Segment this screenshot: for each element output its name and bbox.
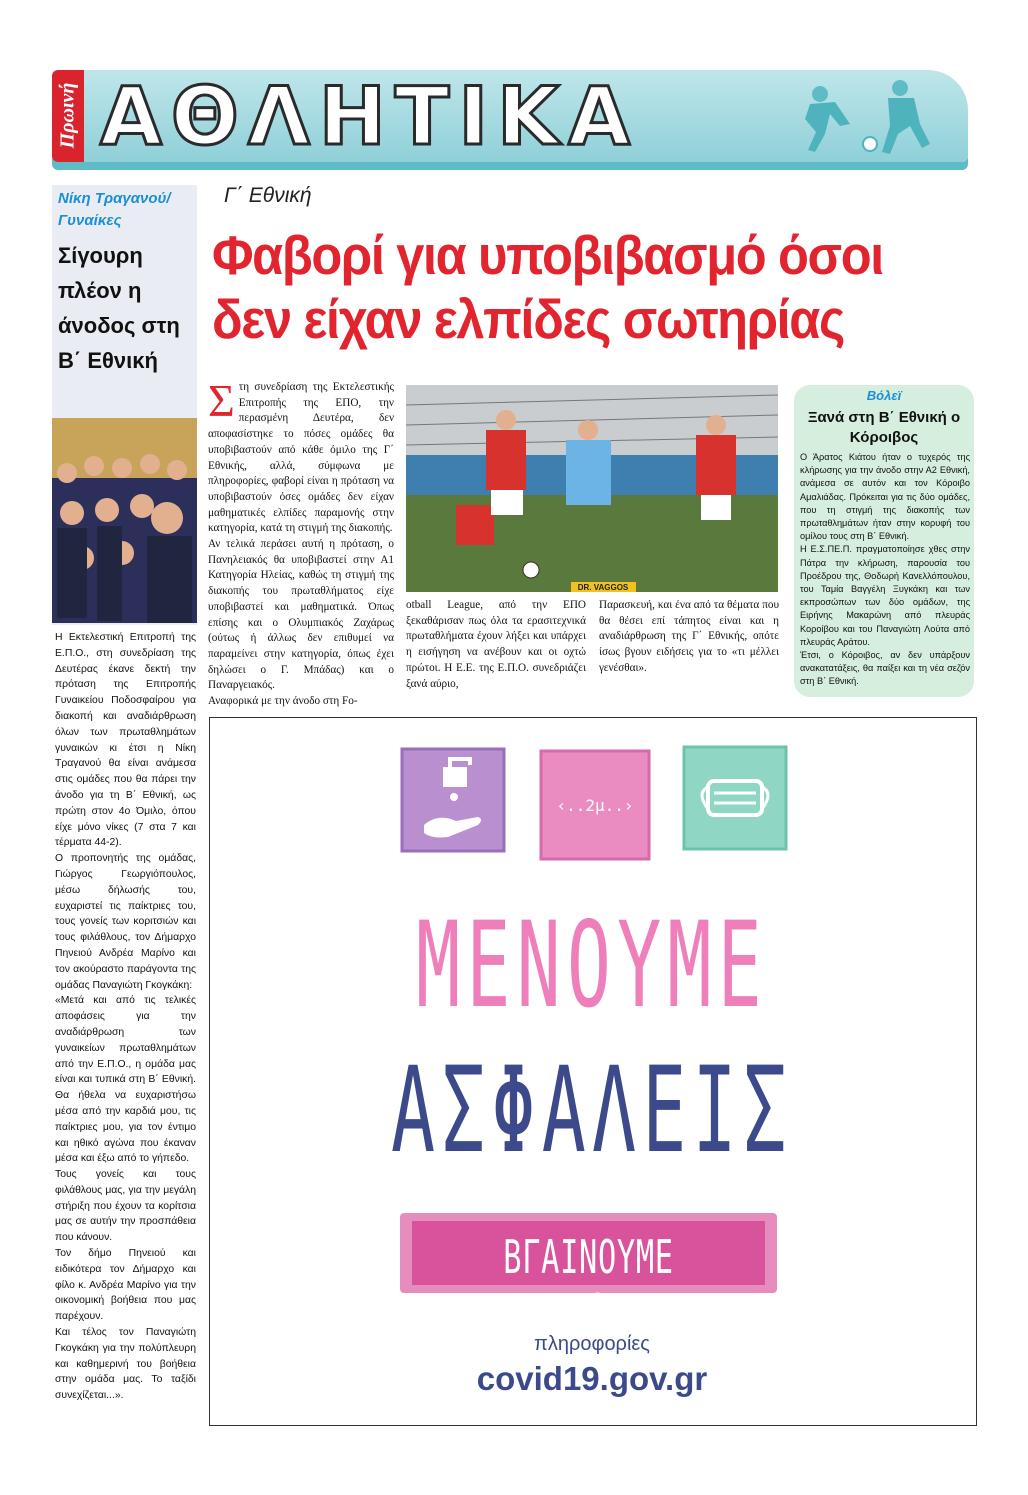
sidebar-paragraph: Ο προπονητής της ομάδας, Γιώργος Γεωργιόπουλος, μέσω δήλωσής του, ευχαριστεί τις παίκτριες του, τους γονείς των κοριτσιών και τους φιλάθλους, τον Δήμαρχο Πηνειού Ανδρέα Μαρίνο και τον ακούραστο παράγοντα της ομάδας Παναγιώτη Γκογκάκη:: [55, 853, 196, 991]
photo-credit: DR. VAGGOS: [577, 583, 629, 592]
article-column-2: [406, 598, 586, 692]
sidebar-paragraph: Τον δήμο Πηνειού και ειδικότερα τον Δήμαρχο και φίλο κ. Ανδρέα Μαρίνο για την οικονομική βοήθεια που μας παρέχουν.: [55, 1248, 196, 1323]
match-photo: [406, 385, 778, 592]
sidebar-kicker: Νίκη Τραγανού/ Γυναίκες: [58, 190, 171, 229]
article-column-3: [599, 598, 779, 677]
sidebar-paragraph: Τους γονείς και τους φιλάθλους μας, για την μεγάλη στήριξη που έχουν τα κορίτσια μας σε αυτήν την προσπάθεια που κάνουν.: [55, 1169, 196, 1244]
section-title: ΑΘΛΗΤΙΚΑ: [100, 70, 640, 163]
dropcap: Σ: [208, 375, 235, 426]
social-distance-icon: [537, 747, 653, 863]
ad-line-menoume: ΜΕΝΟΥΜΕ: [416, 896, 768, 1034]
article-kicker: Γ΄ Εθνική: [224, 184, 312, 207]
volley-paragraph: Έτσι, ο Κόροιβος, αν δεν υπάρξουν ανακατατάξεις, θα παίξει και τη νέα σεζόν στη Β΄ Εθνική.: [800, 650, 970, 687]
volley-kicker: Βόλεϊ: [866, 388, 902, 403]
sidebar-paragraph: Και τέλος τον Παναγιώτη Γκογκάκη για την πολύπλευρη και καθημερινή του βοήθεια στην ομάδα μας. Το ταξίδι συνεχίζεται...».: [55, 1327, 196, 1402]
ad-line-asfaleis: ΑΣΦΑΛΕΙΣ: [391, 1041, 793, 1179]
sidebar-title: Σίγουρη πλέον η άνοδος στη Β΄ Εθνική: [58, 243, 180, 373]
hand-sanitizer-icon: [398, 745, 508, 855]
article-paragraph: Αναφορικά με την άνοδο στη Fo-: [208, 695, 358, 708]
sidebar-paragraph: Η Εκτελεστική Επιτροπή της Ε.Π.Ο., στη συνεδρίαση της Δευτέρας έκανε δεκτή την πρόταση της Επιτροπής Γυναικείου Ποδοσφαίρου για διακοπή και αναδιάρθρωση όλων των πρωταθλημάτων γυναικών κι έτσι η Νίκη Τραγανού θα είναι ανάμεσα στις ομάδες που θα πάρει την άνοδο για τη Β΄ Εθνική, ως πρώτη στον 4ο Όμιλο, όπου είχε μόνο νίκες (7 στα 7 και τέρματα 44-2).: [55, 632, 196, 849]
ad-info-label: πληροφορίες: [534, 1333, 650, 1355]
volley-body: [800, 451, 970, 689]
newspaper-name: Πρωινή: [56, 82, 79, 149]
article-paragraph: τη συνεδρίαση της Εκτελεστικής Επιτροπής της ΕΠΟ, την περασμένη Δευτέρα, δεν αποφασίστηκε το πόσες ομάδες θα υποβιβαστούν από κάθε όμιλο της Γ΄ Εθνικής, αλλά, σύμφωνα με πληροφορίες, φαβορί είναι η πρόταση να υποβιβαστούν όσες ομάδες δεν είχαν μαθηματικές ελπίδες παραμονής στην κατηγορία, κατά τη στιγμή της διακοπής.: [208, 381, 394, 535]
newspaper-tag: [52, 70, 84, 162]
volley-paragraph: Ο Άρατος Κιάτου ήταν ο τυχερός της κλήρωσης για την άνοδο στην Α2 Εθνική, ανάμεσα σε αυτόν και τον Κόροιβο Αμαλιάδας. Πρόκειται για τις δύο ομάδες, που τη στιγμή της διακοπής των πρωταθλημάτων ήταν στην κορυφή του ομίλου τους στη Β΄ Εθνική.: [800, 452, 970, 542]
football-players-silhouette-icon: [780, 74, 960, 158]
volley-paragraph: Η Ε.Σ.ΠΕ.Π. πραγματοποίησε χθες στην Πάτρα την κλήρωση, παρουσία του Προέδρου της, Θοδωρή Κανελλόπουλου, του Ταμία Βαγγέλη Ξυγκάκη και των εκπροσώπων των δύο ομάδων, της Ειρήνης Μακαρώνη από πλευράς Κορoίβου και του Παναγιώτη Λούτα από πλευράς Αράτου.: [800, 544, 970, 647]
article-paragraph: otball League, από την ΕΠΟ ξεκαθάρισαν πως όλα τα ερασιτεχνικά πρωταθλήματα έχουν λήξει και υπάρχει η εισήγηση να ανέβουν και οι οχτώ πρώτοι. Η Ε.Ε. της Ε.Π.Ο. συνεδριάζει ξανά αύριο,: [406, 599, 586, 690]
sidebar-paragraph: «Μετά και από τις τελικές αποφάσεις για την αναδιάρθρωση των γυναικείων πρωταθλημάτων από την Ε.Π.Ο., η ομάδα μας είναι και τυπικά στη Β΄ Εθνική. Θα ήθελα να ευχαριστήσω μέσα από την καρδιά μου, τις παίκτριες μου, για τον έντιμο και ηθικό αγώνα που έκαναν μέσα και έξω από το γήπεδο.: [55, 995, 196, 1165]
article-column-1: [208, 375, 394, 710]
ad-url[interactable]: covid19.gov.gr: [476, 1360, 708, 1397]
team-photo: [52, 418, 197, 623]
volley-title: Ξανά στη Β΄ Εθνική ο Κόροιβος: [807, 409, 961, 446]
distance-label: ‹..2μ..›: [556, 796, 634, 815]
article-paragraph: Παρασκευή, και ένα από τα θέματα που θα θέσει επί τάπητος είναι και η αναδιάρθρωση της Γ΄ Εθνικής, οπότε ίσως βγουν ειδήσεις για το «τι μέλλει γενέσθαι».: [599, 599, 779, 674]
ad-band-text: ΒΓΑΙΝΟΥΜΕ ΥΠΕΥΘΥΝΑ: [503, 1230, 674, 1338]
sidebar-body: [55, 630, 196, 1404]
face-mask-icon: [680, 743, 790, 853]
article-headline: Φαβορί για υποβιβασμό όσοι δεν είχαν ελπίδες σωτηρίας: [212, 224, 883, 350]
article-paragraph: Αν τελικά περάσει αυτή η πρόταση, ο Πανηλειακός θα υποβιβαστεί στην Α1 Κατηγορία Ηλείας, καθώς τη στιγμή της διακοπής του πρωταθλήματος είχε υποβιβαστεί και μαθηματικά. Όπως επίσης και ο Ολυμπιακός Ζαχάρως (ούτως ή άλλως δεν επιθυμεί να παραμείνει στην κατηγορία, όπως έχει δηλώσει ο Γ. Μπάδας) και ο Παναργειακός.: [208, 538, 394, 692]
